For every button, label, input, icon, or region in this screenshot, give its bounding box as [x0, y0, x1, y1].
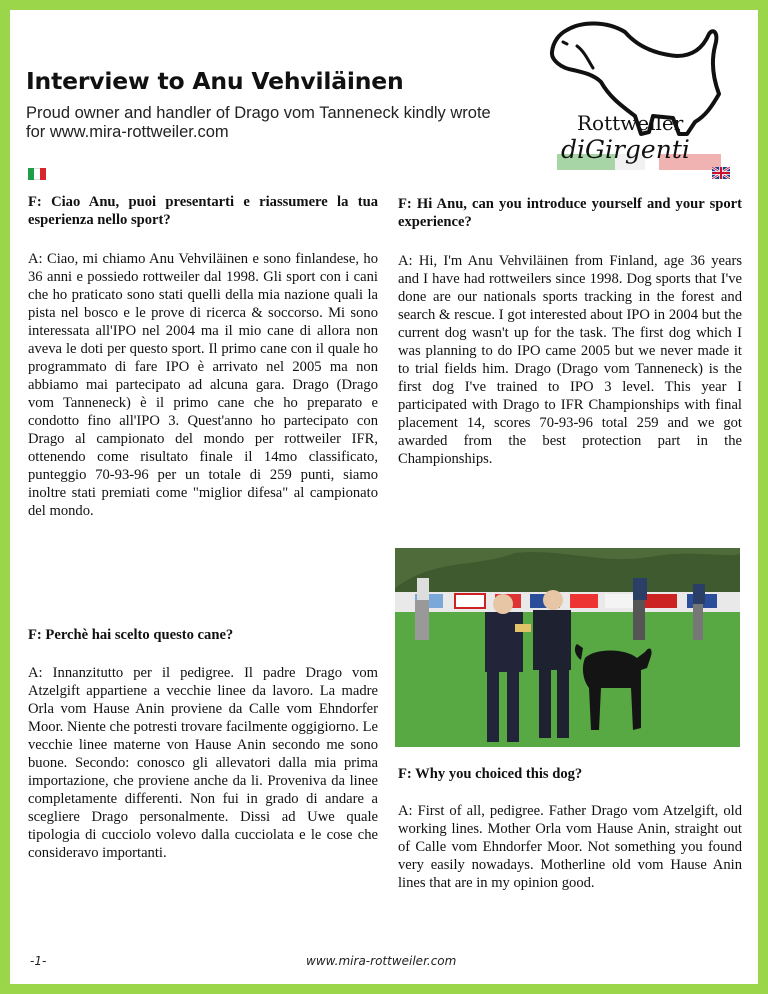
question-1-english: F: Hi Anu, can you introduce yourself and your sport experience?: [398, 196, 742, 230]
question-1-italian: F: Ciao Anu, puoi presentarti e riassumere la tua esperienza nello sport?: [28, 194, 378, 228]
question-2-italian: F: Perchè hai scelto questo cane?: [28, 627, 234, 643]
answer-1-english: A: Hi, I'm Anu Vehviläinen from Finland, age 36 years and I have had rottweilers since 1998. Dog sports that I've done are our nationals sports tracking in the forest and search & rescue. I got interested about IPO in 2004 but the current dog wasn't up for the task. The first dog which I was planning to do IPO came 2005 but we never made it to trial fields him. Drago (Drago vom Tanneneck) is the first dog I've trained to IPO 3 level. This year I participated with Drago to IFR Championships with final placement 14, scores 70-93-96 total 259 and we got awarded from the best protection part in the Championships.: [398, 253, 742, 467]
rottweiler-logo: [537, 12, 747, 174]
uk-flag-icon: [712, 167, 730, 179]
answer-2-italian: A: Innanzitutto per il pedigree. Il padre Drago vom Atzelgift appartiene a vecchie linee da lavoro. La madre Orla vom Hause Anin proviene da Calle vom Ehndorfer Moor. Niente che potresti trovare facilmente oggigiorno. Le vecchie linee materne von Hause Anin secondo me sono buone. Secondo: conosco gli allevatori dalla mia prima importazione, che proviene anche da li. Proveniva da linee completamente differenti. Non fui in grado di andare a scegliere Drago personalmente. Dissi ad Uwe quale tipologia di cucciolo volevo dalla cucciolata e le cose che consideravo importanti.: [28, 665, 378, 861]
logo-text-digirgenti: diGirgenti: [561, 135, 690, 164]
answer-1-italian: A: Ciao, mi chiamo Anu Vehviläinen e sono finlandese, ho 36 anni e possiedo rottweiler dal 1998. Gli sport con i cani che ho praticato sono stati quelli della mia nazione quali la pista nel bosco e le prove di ricerca & soccorso. Mi sono interessata all'IPO nel 2004 ma il mio cane di allora non aveva le doti per questo sport. Il primo cane con il quale ho programmato di fare IPO è arrivato nel 2005 ma non abbiamo mai partecipato ad alcuna gara. Drago (Drago vom Tanneneck) è il primo cane che ho preparato e condotto fino all'IPO 3. Quest'anno ho partecipato con Drago al campionato del mondo per rottweiler IFR, ottenendo come risultato finale il 14mo classificato, punteggio 70-93-96 per un totale di 259 punti, siamo inoltre stati premiati come "miglior difesa" al campionato del mondo.: [28, 251, 378, 519]
answer-2-english: A: First of all, pedigree. Father Drago vom Atzelgift, old working lines. Mother Orla vom Hause Anin, straight out of Calle vom Ehndorfer Moor. Not something you found very easily nowadays. Motherline old vom Hause Anin lines that are in my opinion good.: [398, 803, 742, 891]
footer-url: www.mira-rottweiler.com: [306, 954, 457, 968]
italian-flag-red-stripe: [40, 168, 46, 180]
award-ceremony-photo: [395, 548, 740, 747]
magazine-page: [10, 10, 758, 984]
italian-flag-icon: [28, 168, 46, 180]
question-2-english: F: Why you choiced this dog?: [398, 766, 583, 782]
page-title: Interview to Anu Vehviläinen: [26, 67, 404, 95]
logo-text-rottweiler: Rottweiler: [577, 111, 684, 135]
page-number: -1-: [30, 954, 47, 968]
page-subtitle: Proud owner and handler of Drago vom Tanneneck kindly wrote for www.mira-rottweiler.com: [26, 104, 491, 141]
